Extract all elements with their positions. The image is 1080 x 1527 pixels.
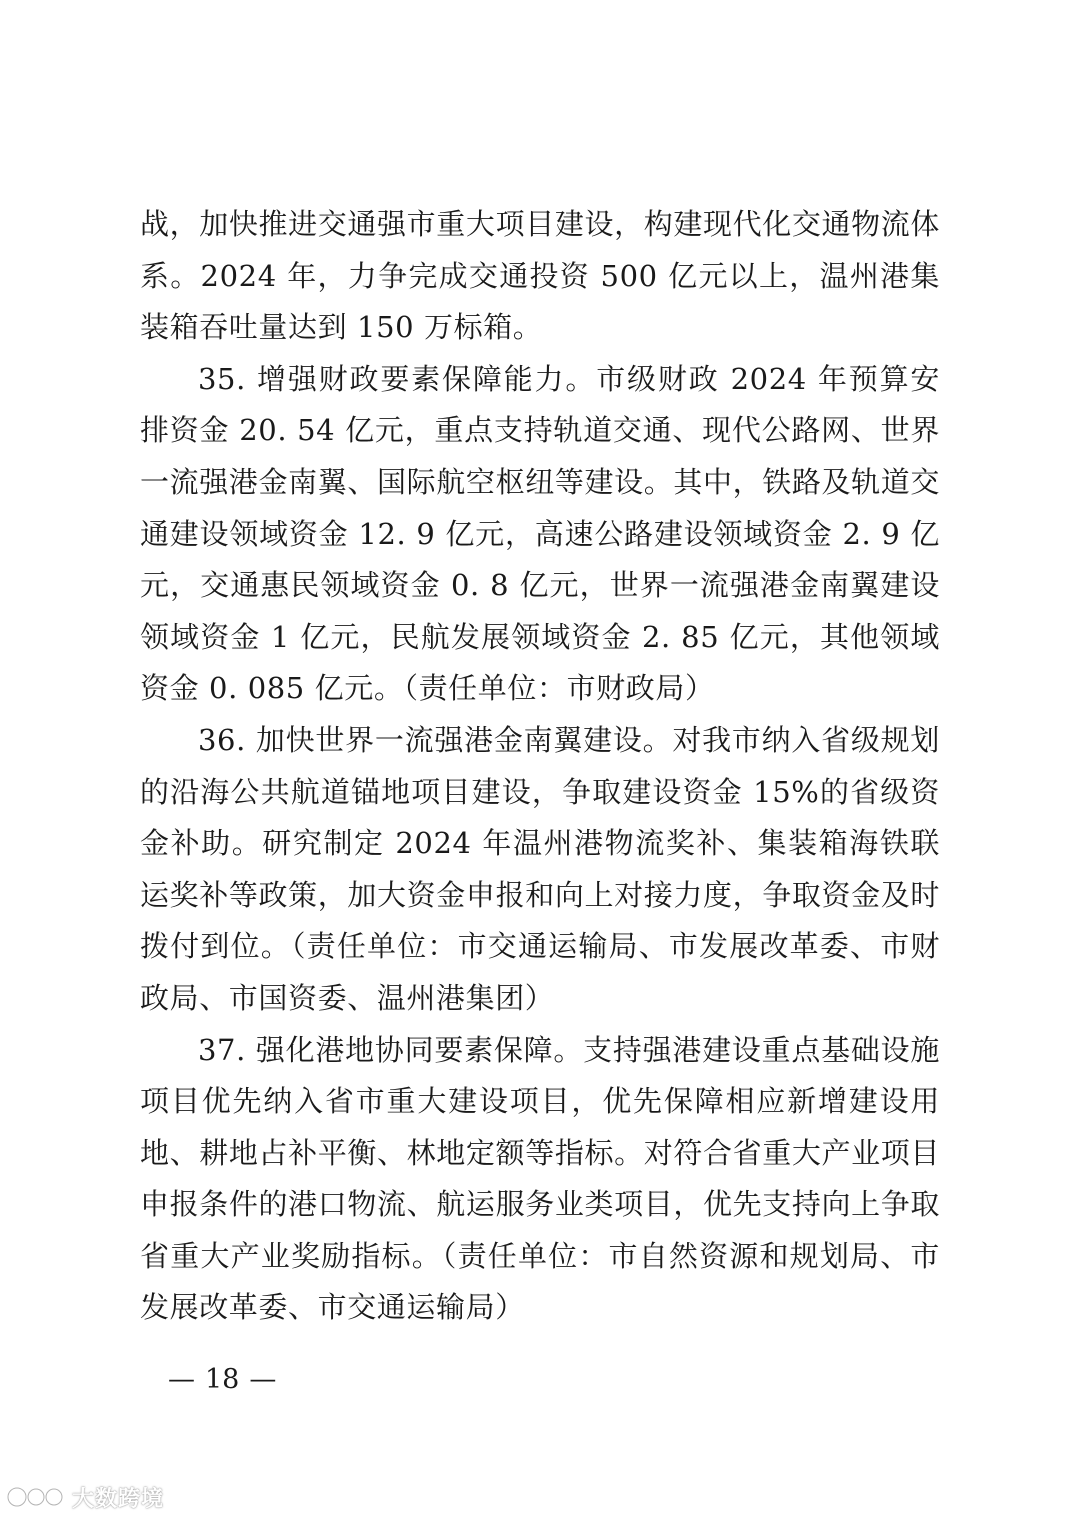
paragraph-heading: 35. 增强财政要素保障能力。 bbox=[198, 361, 597, 396]
paragraph-heading: 36. 加快世界一流强港金南翼建设。 bbox=[198, 722, 673, 757]
paragraph-continued bbox=[140, 199, 940, 354]
watermark-text: 大数跨境 bbox=[72, 1486, 165, 1512]
page-number-dash-left: — bbox=[168, 1364, 195, 1395]
paragraph-item-35 bbox=[140, 354, 940, 715]
watermark bbox=[6, 1480, 164, 1514]
paragraph-heading: 37. 强化港地协同要素保障。 bbox=[198, 1032, 584, 1067]
brand-logo-icon bbox=[6, 1482, 66, 1512]
page-number-value: 18 bbox=[205, 1364, 240, 1395]
document-body bbox=[140, 199, 940, 1334]
page-number-dash-right: — bbox=[249, 1364, 277, 1395]
page-number bbox=[168, 1362, 368, 1398]
paragraph-item-36 bbox=[140, 715, 940, 1025]
paragraph-text: 对我市纳入省级规划的沿海公共航道锚地项目建设，争取建设资金 15%的省级资金补助。研究制定 2024 年温州港物流奖补、集装箱海铁联运奖补等政策，加大资金申报和向上对接力度，争取资金及时拨付到位。（责任单位：市交通运输局、市发展改革委、市财政局、市国资委、温州港集团） bbox=[140, 722, 940, 1015]
paragraph-text: 战，加快推进交通强市重大项目建设，构建现代化交通物流体系。2024 年，力争完成交通投资 500 亿元以上，温州港集装箱吞吐量达到 150 万标箱。 bbox=[140, 207, 940, 345]
paragraph-text: 支持强港建设重点基础设施项目优先纳入省市重大建设项目，优先保障相应新增建设用地、耕地占补平衡、林地定额等指标。对符合省重大产业项目申报条件的港口物流、航运服务业类项目，优先支持向上争取省重大产业奖励指标。（责任单位：市自然资源和规划局、市发展改革委、市交通运输局） bbox=[140, 1032, 940, 1325]
paragraph-text: 市级财政 2024 年预算安排资金 20. 54 亿元，重点支持轨道交通、现代公路网、世界一流强港金南翼、国际航空枢纽等建设。其中，铁路及轨道交通建设领域资金 12. 9 亿元，高速公路建设领域资金 2. 9 亿元，交通惠民领域资金 0. 8 亿元，世界一流强港金南翼建设领域资金 1 亿元，民航发展领域资金 2. 85 亿元，其他领域资金 0. 085 亿元。（责任单位：市财政局） bbox=[140, 361, 941, 706]
paragraph-item-37 bbox=[140, 1025, 940, 1335]
